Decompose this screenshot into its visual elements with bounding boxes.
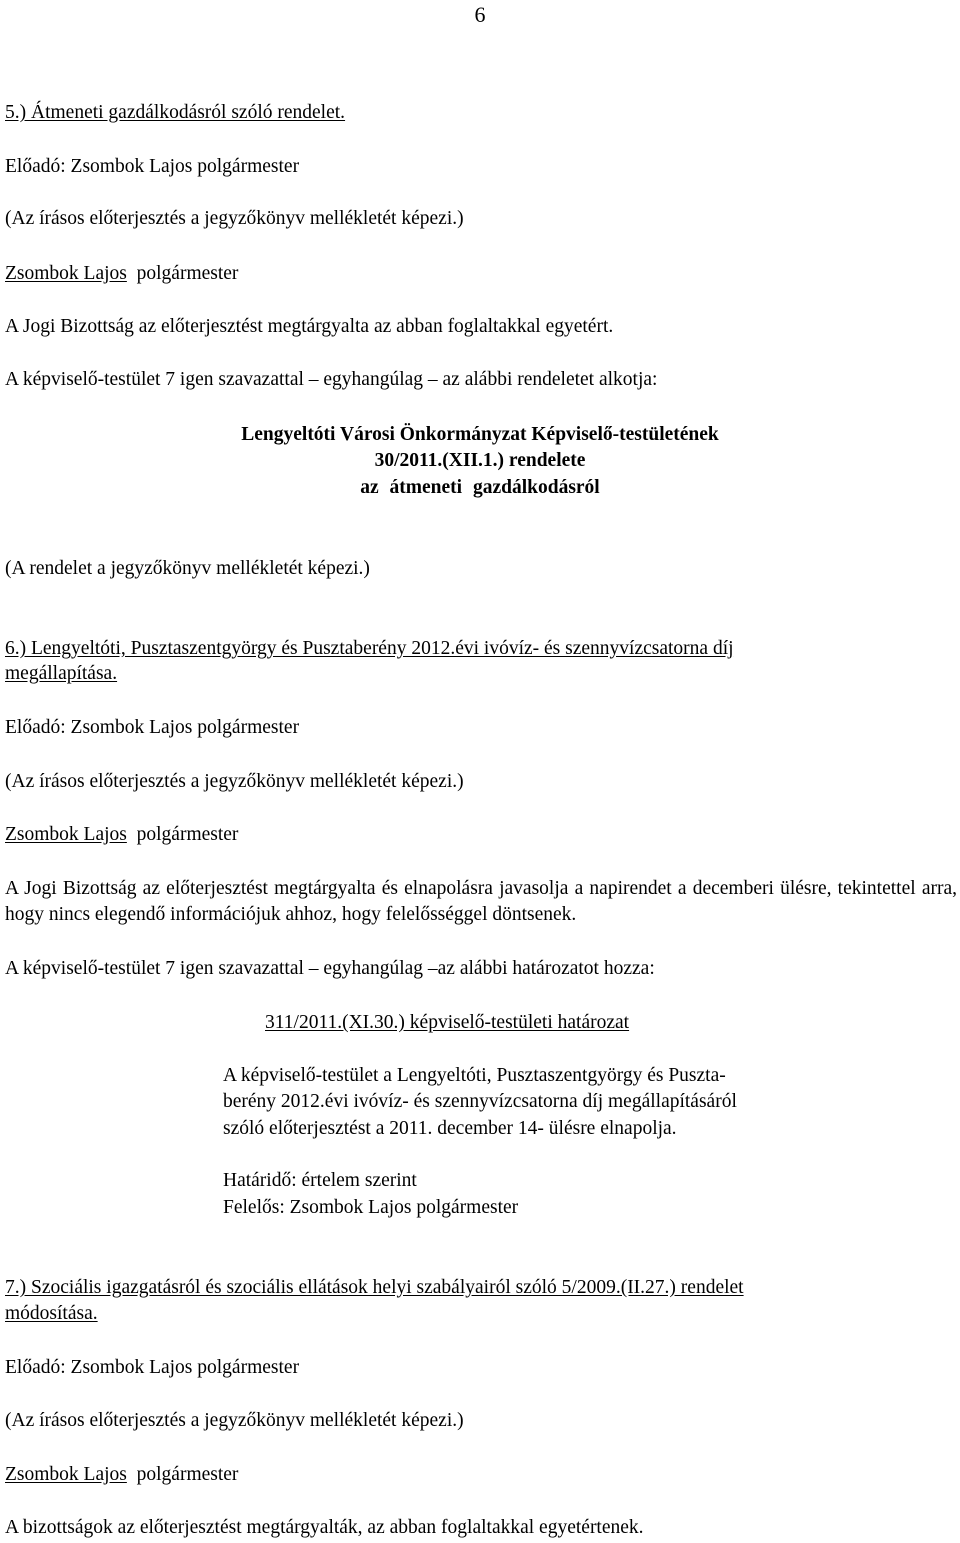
resolution-line1: A képviselő-testület a Lengyeltóti, Pusztaszentgyörgy és Puszta- [223, 1065, 726, 1086]
item6-speaker-role: polgármester [136, 824, 239, 845]
item5-speaker [5, 262, 238, 285]
item7-attachment-note: (Az írásos előterjesztés a jegyzőkönyv mellékletét képezi.) [5, 1410, 464, 1431]
item6-speaker-name: Zsombok Lajos [5, 824, 127, 845]
resolution-responsible: Felelős: Zsombok Lajos polgármester [223, 1197, 519, 1218]
item5-heading: 5.) Átmeneti gazdálkodásról szóló rendelet. [5, 102, 346, 123]
item6-attachment-note: (Az írásos előterjesztés a jegyzőkönyv mellékletét képezi.) [5, 771, 464, 792]
item5-committee-text: A Jogi Bizottság az előterjesztést megtárgyalta az abban foglaltakkal egyetért. [5, 316, 614, 337]
item5-attachment-note: (Az írásos előterjesztés a jegyzőkönyv mellékletét képezi.) [5, 208, 464, 229]
item7-speaker-name: Zsombok Lajos [5, 1464, 127, 1485]
regulation-title-line3: az átmeneti gazdálkodásról [360, 477, 600, 498]
item7-speaker [5, 1463, 238, 1486]
resolution-line3: szóló előterjesztést a 2011. december 14- ülésre elnapolja. [223, 1118, 677, 1139]
regulation-note: (A rendelet a jegyzőkönyv mellékletét képezi.) [5, 558, 370, 579]
item6-speaker [5, 823, 238, 846]
item7-speaker-role: polgármester [136, 1464, 239, 1485]
item7-presenter: Előadó: Zsombok Lajos polgármester [5, 1357, 300, 1378]
item5-presenter: Előadó: Zsombok Lajos polgármester [5, 156, 300, 177]
item6-committee-text: A Jogi Bizottság az előterjesztést megtárgyalta és elnapolásra javasolja a napirendet a decemberi ülésre, tekintettel arra, hogy nincs elegendő információjuk ahhoz, hogy felelősséggel döntsenek. [5, 878, 957, 925]
resolution-title: 311/2011.(XI.30.) képviselő-testületi határozat [265, 1012, 630, 1033]
regulation-title-line2: 30/2011.(XII.1.) rendelete [374, 450, 586, 471]
item7-committee-text: A bizottságok az előterjesztést megtárgyalták, az abban foglaltakkal egyetértenek. [5, 1517, 644, 1538]
regulation-title-line1: Lengyeltóti Városi Önkormányzat Képviselő-testületének [241, 424, 719, 445]
item5-speaker-role: polgármester [136, 263, 239, 284]
page-number: 6 [474, 2, 486, 27]
resolution-deadline: Határidő: értelem szerint [223, 1170, 417, 1191]
item6-heading-line2: megállapítása. [5, 663, 118, 684]
item7-heading-line1: 7.) Szociális igazgatásról és szociális ellátások helyi szabályairól szóló 5/2009.(II.27.) rendelet [5, 1277, 744, 1298]
item6-presenter: Előadó: Zsombok Lajos polgármester [5, 717, 300, 738]
item6-vote-text: A képviselő-testület 7 igen szavazattal – egyhangúlag –az alábbi határozatot hozza: [5, 958, 655, 979]
item6-heading-line1: 6.) Lengyeltóti, Pusztaszentgyörgy és Pusztaberény 2012.évi ivóvíz- és szennyvízcsatorna díj [5, 638, 734, 659]
item5-vote-text: A képviselő-testület 7 igen szavazattal – egyhangúlag – az alábbi rendeletet alkotja: [5, 369, 658, 390]
resolution-line2: berény 2012.évi ivóvíz- és szennyvízcsatorna díj megállapításáról [223, 1091, 737, 1112]
item5-speaker-name: Zsombok Lajos [5, 263, 127, 284]
item7-heading-line2: módosítása. [5, 1303, 98, 1324]
